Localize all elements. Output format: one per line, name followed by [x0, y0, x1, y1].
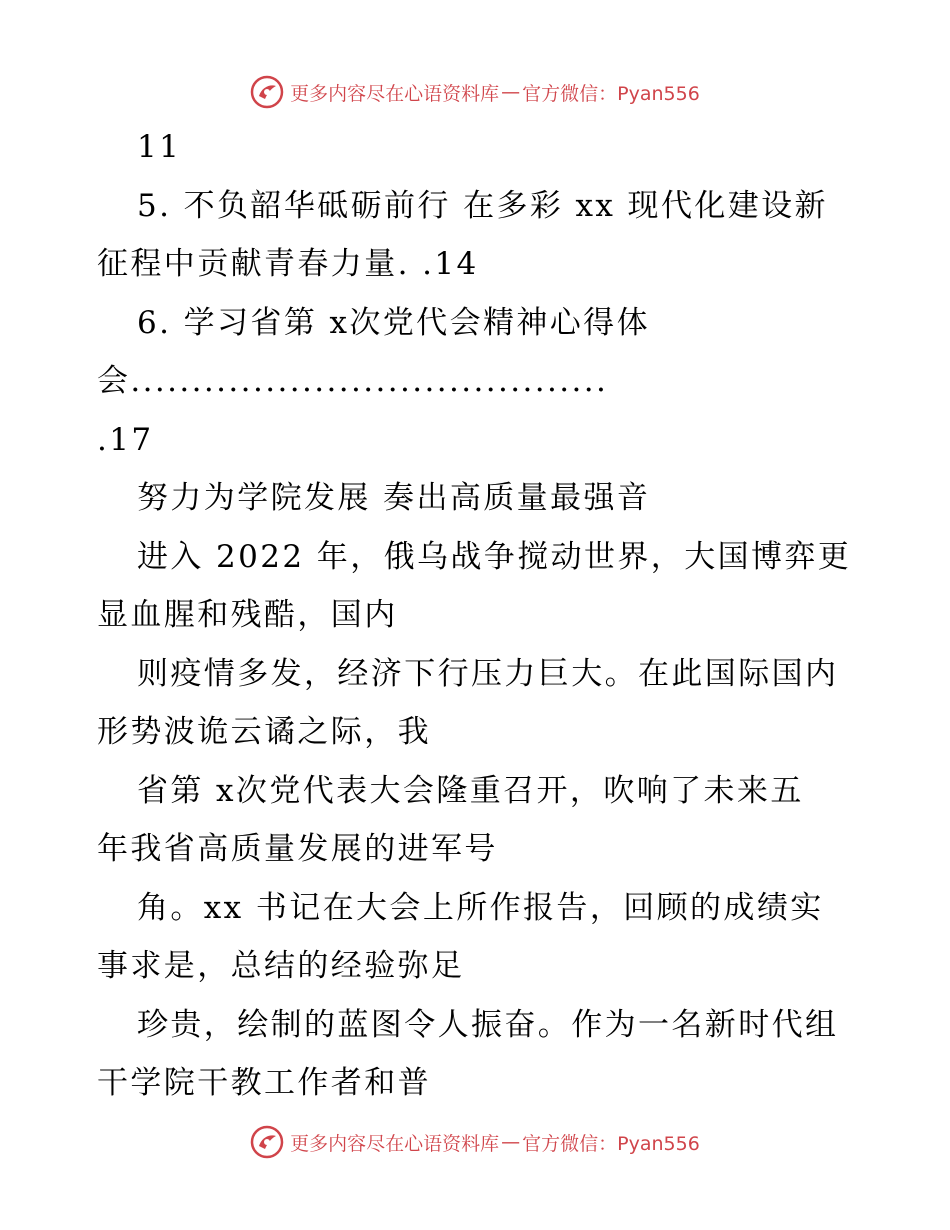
header-brand-text: 更多内容尽在心语资料库	[290, 82, 500, 105]
text-line: 会.......................................	[97, 363, 609, 399]
text-line: 省第 x次党代表大会隆重召开，吹响了未来五	[137, 772, 804, 809]
text-line: 事求是，总结的经验弥足	[97, 948, 465, 984]
text-line: 6. 学习省第 x次党代会精神心得体	[137, 304, 650, 341]
text-line: 11	[137, 129, 182, 165]
text-line: .17	[97, 421, 154, 458]
header-wechat-text: 官方微信：Pyan556	[522, 82, 700, 105]
text-line: 显血腥和残酷，国内	[97, 597, 398, 633]
text-line: 干学院干教工作者和普	[97, 1065, 431, 1101]
text-line: 进入 2022 年，俄乌战争搅动世界，大国博弈更	[137, 538, 852, 575]
logo-icon	[250, 75, 284, 109]
text-line: 角。xx 书记在大会上所作报告，回顾的成绩实	[137, 889, 824, 926]
text-line: 则疫情多发，经济下行压力巨大。在此国际国内	[137, 655, 839, 692]
header-dash: —	[501, 81, 521, 103]
logo-icon	[250, 1125, 284, 1159]
footer-watermark	[0, 1120, 950, 1164]
text-line: 努力为学院发展 奏出高质量最强音	[137, 480, 651, 516]
text-line: 征程中贡献青春力量. .14	[97, 246, 479, 282]
footer-wechat-text: 官方微信：Pyan556	[522, 1132, 700, 1155]
header-watermark	[0, 70, 950, 114]
text-line: 珍贵，绘制的蓝图令人振奋。作为一名新时代组	[137, 1006, 839, 1043]
document-body	[97, 118, 857, 1113]
text-line: 形势波诡云谲之际，我	[97, 714, 431, 750]
text-line: 年我省高质量发展的进军号	[97, 831, 498, 867]
footer-brand-text: 更多内容尽在心语资料库	[290, 1132, 500, 1155]
text-line: 5. 不负韶华砥砺前行 在多彩 xx 现代化建设新	[137, 187, 828, 224]
footer-dash: —	[501, 1131, 521, 1153]
